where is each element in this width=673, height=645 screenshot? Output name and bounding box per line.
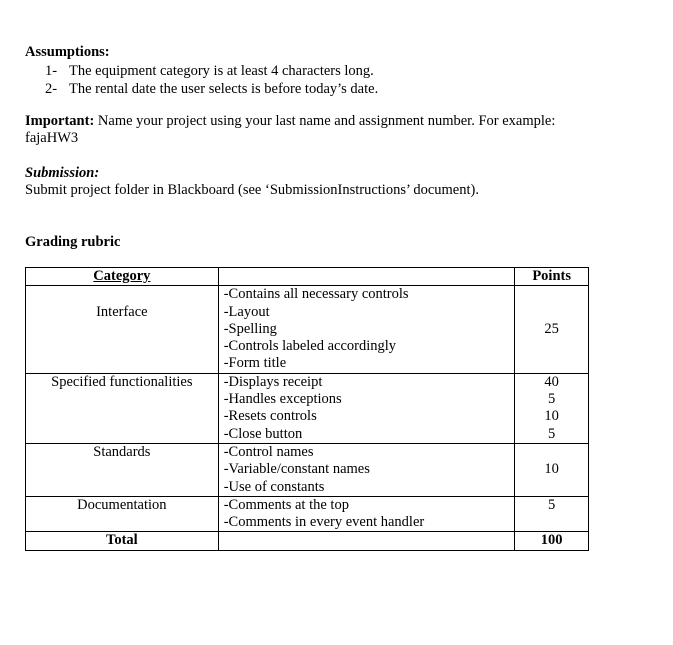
points-value: 5 [548, 425, 556, 442]
list-text: The equipment category is at least 4 characters long. [69, 63, 374, 79]
category-cell [26, 496, 219, 532]
assumptions-heading: Assumptions: [25, 44, 110, 60]
points-cell [515, 443, 589, 496]
submission-heading: Submission: [25, 165, 100, 181]
assumptions-list [45, 62, 378, 98]
grading-rubric-table [25, 267, 589, 551]
header-points [515, 268, 589, 286]
criteria-item: -Comments in every event handler [223, 514, 425, 531]
points-cell [515, 373, 589, 443]
points-value: 25 [544, 320, 559, 337]
important-note [25, 113, 555, 130]
criteria-item: -Use of constants [223, 478, 325, 495]
list-item [45, 62, 378, 80]
category-cell [26, 443, 219, 496]
criteria-item: -Controls labeled accordingly [223, 338, 397, 355]
list-number: 2- [45, 81, 58, 97]
category-label: Documentation [77, 496, 167, 513]
points-value: 5 [548, 391, 556, 408]
criteria-cell [218, 443, 515, 496]
category-cell [26, 373, 219, 443]
criteria-item: -Displays receipt [223, 373, 323, 390]
criteria-item: -Layout [223, 303, 270, 320]
criteria-item: -Handles exceptions [223, 391, 342, 408]
table-header-row [26, 268, 589, 286]
total-label-cell [26, 532, 219, 550]
category-cell [26, 286, 219, 373]
header-description [218, 268, 515, 286]
table-row [26, 443, 589, 496]
criteria-item: -Spelling [223, 320, 277, 337]
points-value: 5 [548, 496, 556, 513]
category-label: Specified functionalities [51, 373, 193, 390]
criteria-cell [218, 286, 515, 373]
list-text: The rental date the user selects is before today’s date. [69, 81, 379, 97]
table-total-row [26, 532, 589, 550]
category-label: Interface [96, 303, 148, 320]
criteria-item: -Contains all necessary controls [223, 286, 409, 303]
points-cell [515, 496, 589, 532]
points-value: 40 [544, 373, 559, 390]
list-number: 1- [45, 63, 58, 79]
total-points-cell [515, 532, 589, 550]
header-points-label: Points [532, 268, 571, 284]
criteria-item: -Form title [223, 355, 287, 372]
table-row [26, 373, 589, 443]
table-row [26, 496, 589, 532]
criteria-item: -Variable/constant names [223, 461, 370, 478]
criteria-cell [218, 496, 515, 532]
total-label: Total [106, 532, 138, 549]
category-label: Standards [93, 443, 151, 460]
criteria-item: -Comments at the top [223, 496, 349, 513]
criteria-item: -Close button [223, 425, 303, 442]
points-cell [515, 286, 589, 373]
points-value: 10 [544, 408, 559, 425]
criteria-cell [218, 373, 515, 443]
points-value: 10 [544, 461, 559, 478]
total-points: 100 [540, 532, 563, 549]
criteria-item: -Control names [223, 443, 314, 460]
table-row [26, 286, 589, 373]
important-example: fajaHW3 [25, 130, 79, 146]
submission-text: Submit project folder in Blackboard (see ‘SubmissionInstructions’ document). [25, 182, 479, 198]
criteria-item: -Resets controls [223, 408, 317, 425]
total-empty-cell [218, 532, 515, 550]
header-category-label: Category [93, 268, 151, 284]
rubric-heading: Grading rubric [25, 234, 121, 250]
important-text: Name your project using your last name and assignment number. For example: [94, 113, 556, 129]
important-label: Important: [25, 113, 95, 129]
list-item [45, 80, 378, 98]
header-category [26, 268, 219, 286]
